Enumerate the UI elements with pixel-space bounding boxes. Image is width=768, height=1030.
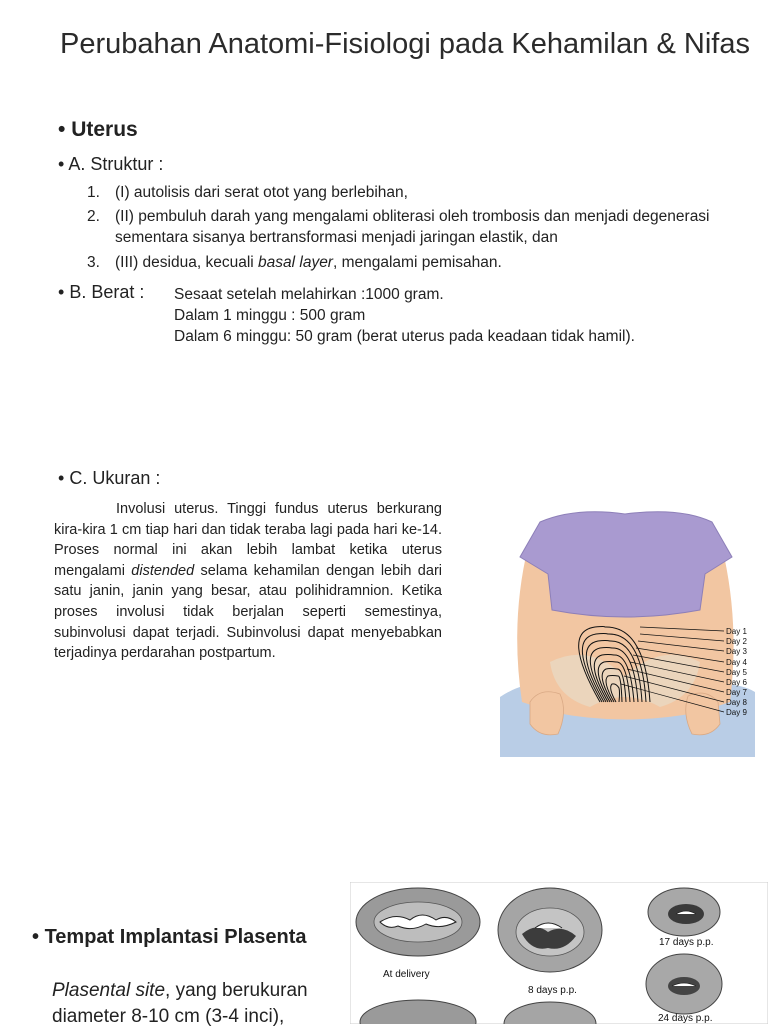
para-after: , yang berukuran diameter 8-10 cm (3-4 inci), (52, 980, 308, 1027)
section-label: 8 days p.p. (528, 985, 577, 996)
berat-line-1: Sesaat setelah melahirkan :1000 gram. (174, 286, 444, 303)
item-text-suffix: , mengalami pemisahan. (332, 254, 502, 271)
item-number: 1. (87, 184, 100, 201)
section-8-days (498, 888, 602, 972)
para-before: Involusi uterus. Tinggi fundus uterus berkurang kira-kira 1 cm tiap hari dan tidak teraba lagi pada hari ke-14. Proses normal ini akan lebih lambat ketika uterus mengalami (54, 501, 442, 579)
para-after: selama kehamilan dengan lebih dari satu janin, janin yang besar, atau polihidramnion. Ketika proses involusi tidak berjalan seperti semestinya, subinvolusi dapat terjadi. Subinvolusi dapat menyebabkan terjadinya perdarahan postpartum. (54, 562, 442, 662)
item-text-emphasis: basal layer (258, 254, 333, 271)
struktur-item-2 (87, 206, 757, 250)
page-title: Perubahan Anatomi-Fisiologi pada Kehamilan & Nifas (60, 28, 750, 60)
left-hand (530, 692, 564, 735)
berat-line-2: Dalam 1 minggu : 500 gram (174, 307, 366, 324)
struktur-heading (58, 154, 163, 175)
bullet: • (58, 154, 65, 174)
item-text-prefix: (III) desidua, kecuali (115, 254, 259, 271)
bullet: • (58, 118, 66, 141)
struktur-label: A. Struktur : (68, 154, 164, 174)
bullet: • (58, 468, 65, 488)
item-number: 3. (87, 254, 100, 271)
struktur-item-1 (87, 182, 757, 204)
plasenta-heading (32, 926, 307, 949)
plasenta-paragraph (52, 978, 352, 1030)
bullet: • (58, 282, 65, 302)
section-label: 24 days p.p. (658, 1013, 713, 1024)
berat-lines (174, 284, 635, 347)
para-emphasis: distended (131, 562, 195, 579)
day-label: Day 3 (726, 647, 747, 656)
shirt (520, 512, 732, 617)
day-label: Day 8 (726, 698, 747, 707)
item-text: (I) autolisis dari serat otot yang berlebihan, (115, 184, 408, 201)
uterus-involution-figure (500, 502, 755, 757)
section-at-delivery (356, 888, 480, 956)
item-text: (II) pembuluh darah yang mengalami obliterasi oleh trombosis dan menjadi degenerasi sementara sisanya bertransformasi menjadi jaringan elastik, dan (115, 208, 710, 246)
section-label: At delivery (383, 969, 430, 980)
item-text (115, 252, 745, 273)
section-17-days (648, 888, 720, 936)
section-24-days (646, 954, 722, 1014)
day-labels (726, 627, 747, 717)
section-label: 17 days p.p. (659, 937, 714, 948)
day-label: Day 4 (726, 658, 747, 667)
bullet: • (32, 926, 40, 948)
day-label: Day 7 (726, 688, 747, 697)
ukuran-label: C. Ukuran : (69, 468, 161, 488)
struktur-item-3 (87, 252, 757, 274)
ukuran-heading (58, 468, 160, 489)
para-emphasis: Plasental site (52, 980, 166, 1001)
berat-heading (58, 282, 144, 303)
item-number: 2. (87, 208, 100, 225)
day-label: Day 1 (726, 627, 747, 636)
berat-label: B. Berat : (69, 282, 145, 302)
day-label: Day 6 (726, 678, 747, 687)
uterus-heading (58, 118, 138, 142)
ukuran-paragraph (54, 499, 442, 664)
uterus-heading-text: Uterus (71, 118, 138, 141)
day-label: Day 9 (726, 708, 747, 717)
plasenta-heading-text: Tempat Implantasi Plasenta (44, 926, 307, 948)
berat-line-3: Dalam 6 minggu: 50 gram (berat uterus pada keadaan tidak hamil). (174, 328, 635, 345)
day-label: Day 2 (726, 637, 747, 646)
day-label: Day 5 (726, 668, 747, 677)
placental-site-figure (350, 882, 768, 1024)
